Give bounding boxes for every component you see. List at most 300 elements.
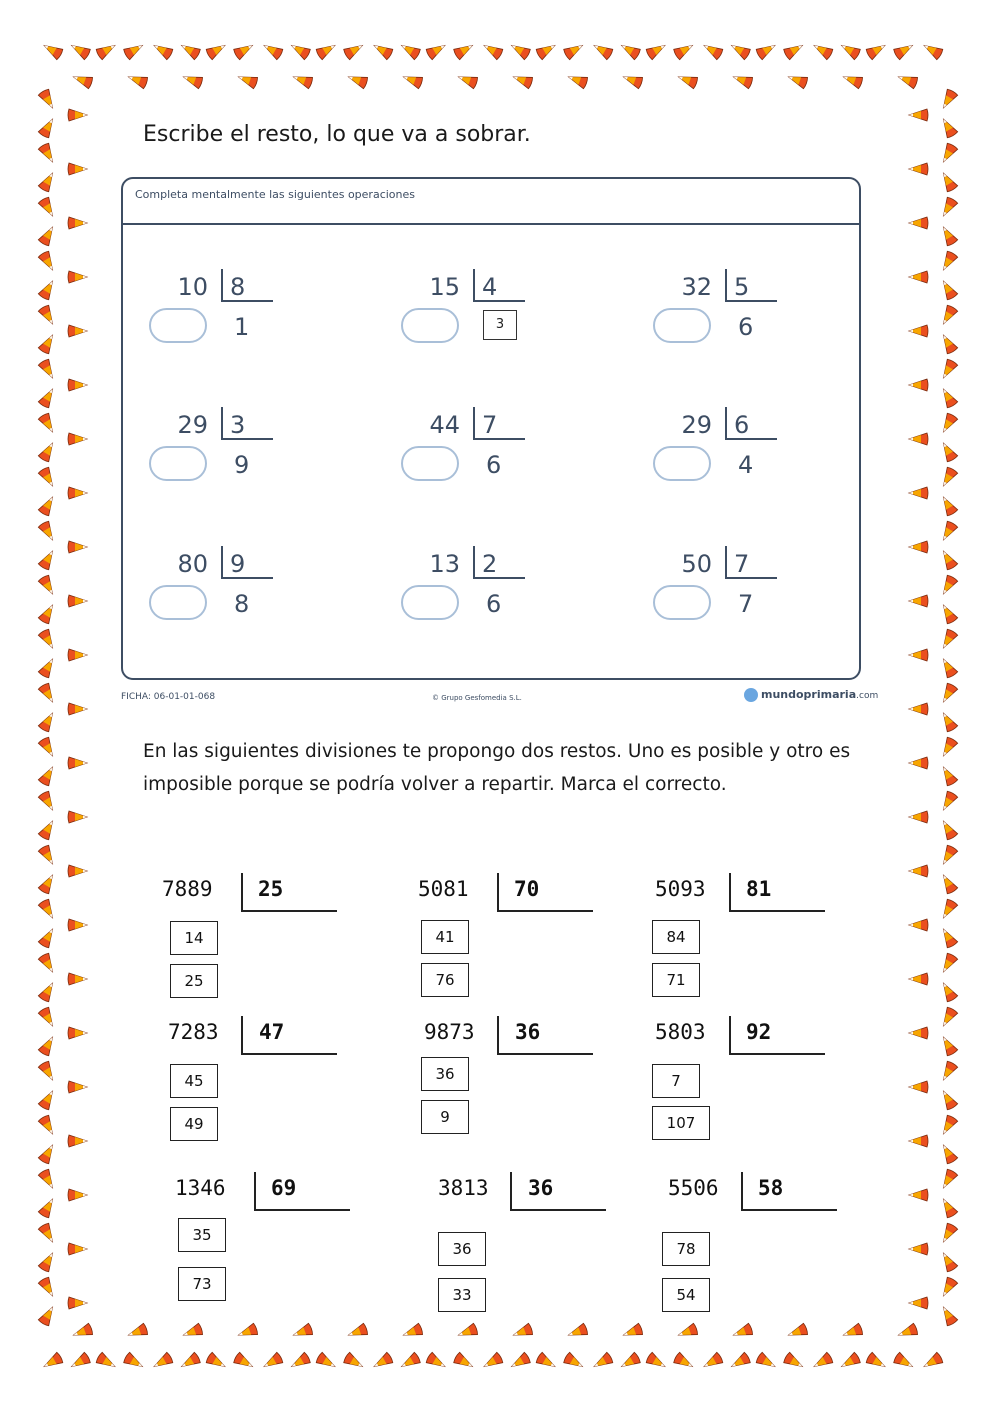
candy-corn-icon [755, 40, 777, 60]
candy-corn-icon [938, 926, 958, 948]
division-5 [424, 1020, 624, 1170]
candy-corn-icon [38, 1142, 58, 1164]
remainder-input[interactable] [401, 585, 459, 620]
remainder-option[interactable]: 49 [170, 1107, 218, 1141]
division-bracket-vertical [254, 1172, 256, 1210]
candy-corn-icon [783, 1352, 805, 1372]
dividend: 32 [681, 273, 712, 301]
candy-corn-icon [205, 1352, 227, 1372]
candy-corn-icon [896, 71, 918, 89]
quotient: 1 [234, 313, 250, 341]
candy-corn-icon [909, 541, 928, 553]
divisor: 70 [514, 877, 540, 901]
dividend: 1346 [175, 1176, 226, 1200]
candy-corn-icon [38, 250, 58, 272]
remainder-option[interactable]: 84 [652, 920, 700, 954]
remainder-option[interactable]: 36 [438, 1232, 486, 1266]
division-bracket-vertical [497, 873, 499, 911]
candy-corn-icon [909, 973, 928, 985]
remainder-input[interactable] [401, 446, 459, 481]
candy-corn-icon [938, 1222, 958, 1244]
candy-corn-icon [38, 790, 58, 812]
candy-corn-icon [673, 40, 695, 60]
dividend: 44 [429, 411, 460, 439]
division-bracket-vertical [510, 1172, 512, 1210]
dividend: 3813 [438, 1176, 489, 1200]
candy-corn-icon [38, 278, 58, 300]
candy-corn-icon [38, 844, 58, 866]
candy-corn-icon [783, 40, 805, 60]
candy-corn-icon [909, 217, 928, 229]
candy-corn-icon [233, 40, 255, 60]
candy-corn-icon [938, 1034, 958, 1056]
candy-corn-icon [921, 1352, 943, 1372]
candy-corn-icon [535, 40, 557, 60]
quotient: 8 [234, 590, 250, 618]
candy-corn-icon [909, 1243, 928, 1255]
candy-corn-icon [401, 1323, 423, 1341]
candy-corn-icon [938, 88, 958, 110]
candy-corn-icon [909, 1081, 928, 1093]
dividend: 29 [681, 411, 712, 439]
candy-corn-icon [38, 1196, 58, 1218]
remainder-input[interactable] [401, 308, 459, 343]
candy-corn-icon [938, 440, 958, 462]
candy-corn-icon [938, 520, 958, 542]
dividend: 9873 [424, 1020, 475, 1044]
candy-corn-icon [38, 412, 58, 434]
dividend: 5081 [418, 877, 469, 901]
candy-corn-icon [938, 1250, 958, 1272]
candy-corn-icon [896, 1323, 918, 1341]
candy-corn-icon [909, 379, 928, 391]
candy-corn-icon [909, 1189, 928, 1201]
dividend: 7283 [168, 1020, 219, 1044]
candy-corn-icon [755, 1352, 777, 1372]
candy-corn-icon [38, 494, 58, 516]
candy-corn-icon [68, 433, 87, 445]
candy-corn-icon [938, 1114, 958, 1136]
candy-corn-icon [909, 1027, 928, 1039]
candy-corn-icon [68, 487, 87, 499]
candy-corn-icon [909, 487, 928, 499]
division-bracket-horizontal [725, 438, 777, 440]
division-bracket-horizontal [241, 1053, 337, 1055]
candy-corn-icon [38, 1222, 58, 1244]
remainder-option[interactable]: 41 [421, 920, 469, 954]
quotient: 6 [486, 451, 502, 479]
section2-instruction: En las siguientes divisiones te propongo dos restos. Uno es posible y otro es imposible porque se podría volver a repartir. Marca el correcto. [143, 741, 851, 795]
quotient: 7 [738, 590, 754, 618]
remainder-option[interactable]: 9 [421, 1100, 469, 1134]
candy-corn-icon [938, 898, 958, 920]
candy-corn-icon [38, 1168, 58, 1190]
candy-corn-icon [811, 40, 833, 60]
candy-corn-icon [68, 973, 87, 985]
candy-corn-icon [343, 40, 365, 60]
candy-corn-icon [261, 1352, 283, 1372]
candy-corn-icon [38, 926, 58, 948]
candy-corn-icon [38, 656, 58, 678]
candy-corn-icon [401, 71, 423, 89]
candy-corn-icon [938, 1006, 958, 1028]
candy-corn-icon [938, 494, 958, 516]
candy-corn-icon [938, 1196, 958, 1218]
candy-corn-icon [95, 1352, 117, 1372]
division-bracket-vertical [241, 1016, 243, 1054]
candy-corn-icon [938, 1142, 958, 1164]
division-bracket-vertical [221, 546, 223, 579]
candy-corn-icon [38, 224, 58, 246]
division-9 [668, 1176, 868, 1326]
section1-instruction: Escribe el resto, lo que va a sobrar. [143, 122, 531, 147]
dividend: 80 [177, 550, 208, 578]
remainder-option[interactable]: 78 [662, 1232, 710, 1266]
candy-corn-icon [38, 736, 58, 758]
candy-corn-icon [38, 440, 58, 462]
candy-corn-icon [38, 88, 58, 110]
candy-corn-icon [68, 919, 87, 931]
division-bracket-horizontal [725, 577, 777, 579]
candy-corn-icon [181, 71, 203, 89]
logo-suffix: .com [856, 691, 879, 701]
mundoprimaria-logo[interactable] [744, 688, 878, 702]
problem-7 [146, 550, 306, 660]
candy-corn-icon [38, 170, 58, 192]
division-bracket-vertical [497, 1016, 499, 1054]
candy-corn-icon [938, 952, 958, 974]
candy-corn-icon [38, 980, 58, 1002]
candy-corn-icon [938, 332, 958, 354]
candy-corn-icon [938, 142, 958, 164]
divisor: 58 [758, 1176, 784, 1200]
candy-corn-icon [909, 649, 928, 661]
candy-corn-icon [566, 71, 588, 89]
candy-corn-icon [371, 1352, 393, 1372]
candy-corn-icon [38, 196, 58, 218]
divisor: 3 [230, 411, 246, 439]
candy-corn-icon [68, 595, 87, 607]
candy-corn-icon [68, 217, 87, 229]
divisor: 36 [515, 1020, 541, 1044]
candy-corn-icon [38, 142, 58, 164]
division-bracket-horizontal [473, 438, 525, 440]
candy-corn-icon [289, 40, 311, 60]
candy-corn-icon [38, 386, 58, 408]
candy-corn-icon [38, 764, 58, 786]
candy-corn-icon [38, 1006, 58, 1028]
candy-corn-icon [938, 1088, 958, 1110]
candy-corn-icon [68, 271, 87, 283]
candy-corn-icon [456, 71, 478, 89]
candy-corn-icon [41, 1352, 63, 1372]
candy-corn-icon [38, 872, 58, 894]
remainder-option[interactable]: 107 [652, 1106, 710, 1140]
candy-corn-icon [68, 757, 87, 769]
candy-corn-icon [38, 952, 58, 974]
divisor: 4 [482, 273, 498, 301]
divisor: 69 [271, 1176, 297, 1200]
candy-corn-icon [938, 116, 958, 138]
candy-corn-icon [938, 628, 958, 650]
candy-corn-icon [509, 1352, 531, 1372]
candy-corn-icon [38, 682, 58, 704]
candy-corn-icon [938, 466, 958, 488]
division-bracket-vertical [729, 1016, 731, 1054]
problem-6 [650, 411, 810, 521]
division-bracket-horizontal [254, 1209, 350, 1211]
quotient-answer-box[interactable]: 3 [483, 310, 517, 340]
division-bracket-horizontal [497, 910, 593, 912]
candy-corn-icon [346, 71, 368, 89]
candy-corn-icon [71, 71, 93, 89]
candy-corn-icon [938, 574, 958, 596]
division-8 [438, 1176, 638, 1326]
card-header: Completa mentalmente las siguientes operaciones [135, 188, 415, 201]
candy-corn-icon [68, 109, 87, 121]
copyright: © Grupo Gesfomedia S.L. [432, 694, 522, 702]
candy-corn-icon [399, 1352, 421, 1372]
logo-text: mundoprimaria [761, 688, 857, 701]
card-divider [123, 223, 859, 225]
candy-corn-icon [701, 1352, 723, 1372]
candy-corn-icon [205, 40, 227, 60]
candy-corn-icon [938, 790, 958, 812]
remainder-input[interactable] [149, 446, 207, 481]
remainder-option[interactable]: 54 [662, 1278, 710, 1312]
candy-corn-icon [453, 1352, 475, 1372]
division-bracket-horizontal [729, 910, 825, 912]
candy-corn-icon [839, 1352, 861, 1372]
candy-corn-icon [315, 40, 337, 60]
candy-corn-icon [938, 196, 958, 218]
candy-corn-icon [68, 703, 87, 715]
candy-corn-icon [71, 1323, 93, 1341]
candy-corn-icon [786, 71, 808, 89]
candy-corn-icon [126, 1323, 148, 1341]
candy-corn-icon [179, 40, 201, 60]
division-bracket-horizontal [221, 438, 273, 440]
division-7 [175, 1176, 375, 1326]
candy-corn-icon [909, 163, 928, 175]
candy-corn-icon [38, 1114, 58, 1136]
candy-corn-icon [621, 71, 643, 89]
candy-corn-icon [938, 386, 958, 408]
candy-corn-icon [68, 1135, 87, 1147]
candy-corn-icon [68, 1243, 87, 1255]
candy-corn-icon [38, 332, 58, 354]
candy-corn-icon [68, 379, 87, 391]
remainder-input[interactable] [149, 585, 207, 620]
candy-corn-icon [645, 40, 667, 60]
remainder-option[interactable]: 35 [178, 1218, 226, 1252]
candy-corn-icon [38, 304, 58, 326]
candy-corn-icon [38, 898, 58, 920]
division-bracket-vertical [241, 873, 243, 911]
candy-corn-icon [938, 358, 958, 380]
divisor: 9 [230, 550, 246, 578]
problem-1 [146, 273, 306, 383]
candy-corn-icon [938, 764, 958, 786]
candy-corn-icon [909, 919, 928, 931]
division-bracket-horizontal [241, 910, 337, 912]
divisor: 5 [734, 273, 750, 301]
candy-corn-icon [591, 1352, 613, 1372]
division-bracket-vertical [729, 873, 731, 911]
candy-corn-icon [68, 1189, 87, 1201]
candy-corn-icon [619, 40, 641, 60]
candy-corn-icon [69, 40, 91, 60]
candy-corn-icon [938, 1060, 958, 1082]
remainder-option[interactable]: 45 [170, 1064, 218, 1098]
candy-corn-icon [68, 649, 87, 661]
dividend: 5803 [655, 1020, 706, 1044]
candy-corn-icon [68, 811, 87, 823]
problem-2 [398, 273, 558, 383]
operations-card [121, 177, 861, 680]
remainder-input[interactable] [653, 308, 711, 343]
candy-corn-icon [645, 1352, 667, 1372]
dividend: 5093 [655, 877, 706, 901]
candy-corn-icon [921, 40, 943, 60]
problem-9 [650, 550, 810, 660]
quotient: 4 [738, 451, 754, 479]
candy-corn-icon [563, 1352, 585, 1372]
candy-corn-icon [591, 40, 613, 60]
candy-corn-icon [95, 40, 117, 60]
remainder-option[interactable]: 73 [178, 1267, 226, 1301]
candy-corn-icon [371, 40, 393, 60]
candy-corn-icon [123, 40, 145, 60]
candy-corn-icon [38, 520, 58, 542]
candy-corn-icon [38, 1034, 58, 1056]
candy-corn-icon [909, 703, 928, 715]
candy-corn-icon [938, 224, 958, 246]
divisor: 36 [528, 1176, 554, 1200]
candy-corn-icon [289, 1352, 311, 1372]
candy-corn-icon [673, 1352, 695, 1372]
division-bracket-horizontal [729, 1053, 825, 1055]
divisor: 47 [259, 1020, 285, 1044]
candy-corn-icon [938, 818, 958, 840]
candy-corn-icon [151, 40, 173, 60]
candy-corn-icon [909, 271, 928, 283]
candy-corn-icon [865, 40, 887, 60]
candy-corn-icon [938, 736, 958, 758]
remainder-input[interactable] [653, 585, 711, 620]
candy-corn-icon [509, 40, 531, 60]
candy-corn-icon [68, 1081, 87, 1093]
divisor: 92 [746, 1020, 772, 1044]
candy-corn-icon [481, 40, 503, 60]
divisor: 7 [482, 411, 498, 439]
candy-corn-icon [68, 163, 87, 175]
problem-5 [398, 411, 558, 521]
candy-corn-icon [343, 1352, 365, 1372]
candy-corn-icon [123, 1352, 145, 1372]
dividend: 10 [177, 273, 208, 301]
division-bracket-vertical [221, 269, 223, 302]
candy-corn-icon [126, 71, 148, 89]
candy-corn-icon [938, 980, 958, 1002]
candy-corn-icon [38, 818, 58, 840]
division-2 [418, 877, 618, 1027]
candy-corn-icon [909, 595, 928, 607]
remainder-option[interactable]: 7 [652, 1064, 700, 1098]
candy-corn-icon [841, 71, 863, 89]
divisor: 7 [734, 550, 750, 578]
candy-corn-icon [938, 656, 958, 678]
remainder-input[interactable] [149, 308, 207, 343]
remainder-option[interactable]: 33 [438, 1278, 486, 1312]
remainder-option[interactable]: 25 [170, 964, 218, 998]
candy-corn-icon [811, 1352, 833, 1372]
division-bracket-vertical [473, 546, 475, 579]
remainder-option[interactable]: 36 [421, 1057, 469, 1091]
candy-corn-icon [511, 71, 533, 89]
candy-corn-icon [893, 1352, 915, 1372]
dividend: 50 [681, 550, 712, 578]
quotient: 9 [234, 451, 250, 479]
candy-corn-icon [676, 71, 698, 89]
candy-corn-icon [909, 865, 928, 877]
division-bracket-horizontal [473, 300, 525, 302]
division-6 [655, 1020, 855, 1170]
candy-corn-icon [909, 433, 928, 445]
candy-corn-icon [68, 1297, 87, 1309]
globe-icon [744, 688, 758, 702]
candy-corn-icon [938, 682, 958, 704]
candy-corn-icon [236, 71, 258, 89]
division-bracket-vertical [725, 269, 727, 302]
remainder-option[interactable]: 76 [421, 963, 469, 997]
candy-corn-icon [425, 40, 447, 60]
remainder-option[interactable]: 71 [652, 963, 700, 997]
quotient: 6 [738, 313, 754, 341]
candy-corn-icon [938, 250, 958, 272]
candy-corn-icon [731, 71, 753, 89]
candy-corn-icon [179, 1352, 201, 1372]
dividend: 7889 [162, 877, 213, 901]
candy-corn-icon [68, 865, 87, 877]
candy-corn-icon [233, 1352, 255, 1372]
problem-8 [398, 550, 558, 660]
candy-corn-icon [425, 1352, 447, 1372]
remainder-input[interactable] [653, 446, 711, 481]
candy-corn-icon [893, 40, 915, 60]
candy-corn-icon [701, 40, 723, 60]
quotient: 6 [486, 590, 502, 618]
candy-corn-icon [38, 574, 58, 596]
ficha-code: FICHA: 06-01-01-068 [121, 692, 216, 702]
division-bracket-vertical [473, 407, 475, 440]
candy-corn-icon [865, 1352, 887, 1372]
candy-corn-icon [41, 40, 63, 60]
remainder-option[interactable]: 14 [170, 921, 218, 955]
candy-corn-icon [909, 325, 928, 337]
candy-corn-icon [38, 466, 58, 488]
candy-corn-icon [68, 325, 87, 337]
candy-corn-icon [481, 1352, 503, 1372]
divisor: 81 [746, 877, 772, 901]
candy-corn-icon [315, 1352, 337, 1372]
candy-corn-icon [68, 541, 87, 553]
candy-corn-icon [261, 40, 283, 60]
candy-corn-icon [909, 757, 928, 769]
dividend: 15 [429, 273, 460, 301]
candy-corn-icon [38, 1060, 58, 1082]
candy-corn-icon [909, 1135, 928, 1147]
